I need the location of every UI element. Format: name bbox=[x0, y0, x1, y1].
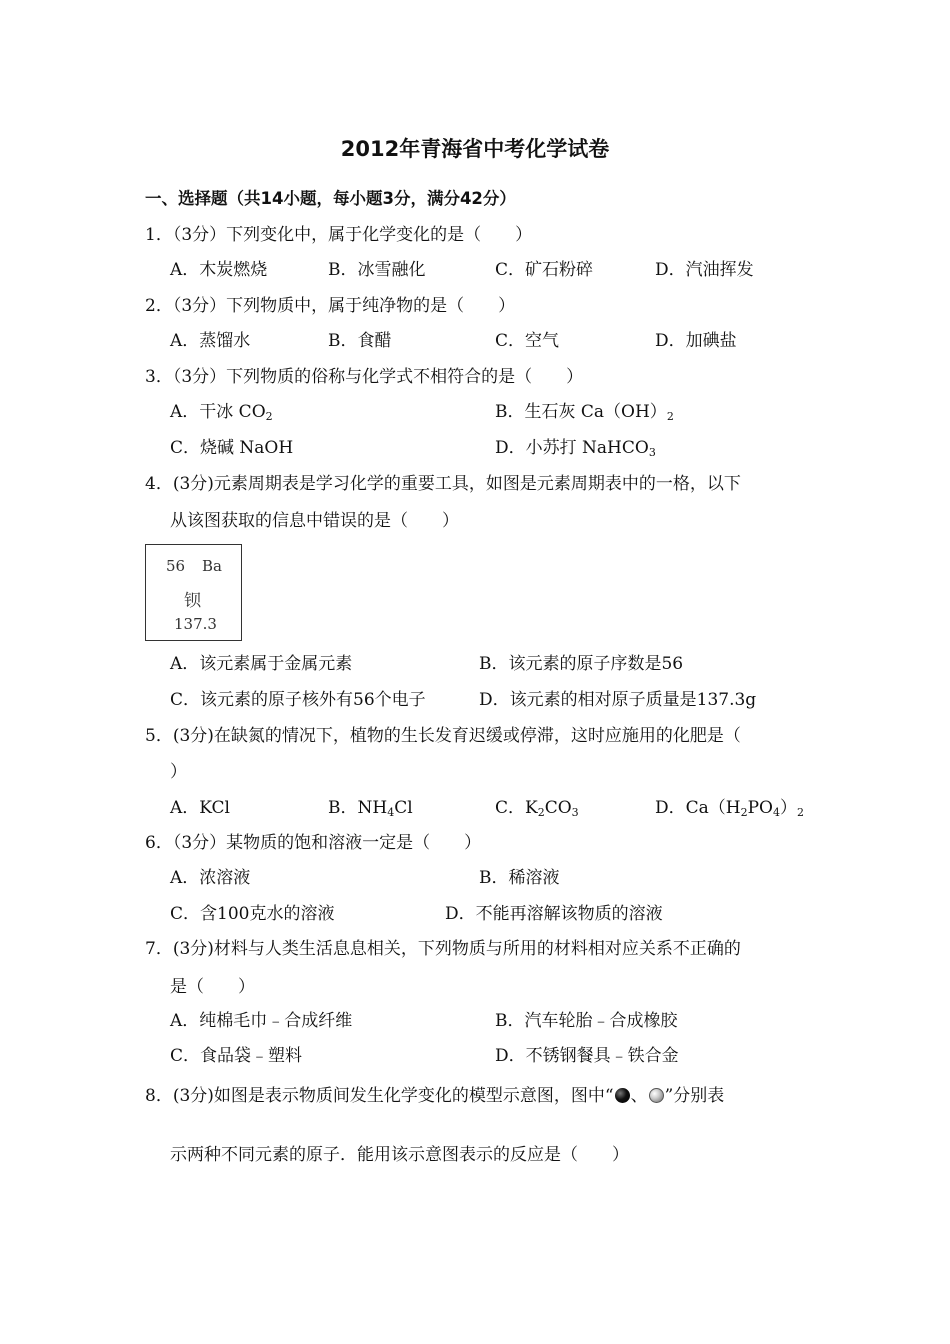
atomic-number: 56 bbox=[166, 557, 186, 575]
subscript: 2 bbox=[265, 410, 273, 423]
text: ） bbox=[780, 798, 797, 818]
text: C．K bbox=[495, 798, 538, 818]
periodic-table-cell bbox=[145, 544, 242, 641]
question-7-option-c: C．食品袋﹣塑料 bbox=[170, 1046, 303, 1066]
subscript: 3 bbox=[571, 806, 579, 819]
question-3-option-b bbox=[495, 401, 674, 423]
question-4-stem-line1: 4．(3分)元素周期表是学习化学的重要工具，如图是元素周期表中的一格，以下 bbox=[145, 474, 741, 494]
subscript: 4 bbox=[773, 806, 780, 819]
text: Cl bbox=[394, 798, 413, 818]
question-5-option-b bbox=[328, 797, 413, 819]
text: D．Ca（H bbox=[655, 798, 741, 818]
question-7-stem-line2: 是（ ） bbox=[170, 977, 255, 997]
question-2-stem: 2．（3分）下列物质中，属于纯净物的是（ ） bbox=[145, 296, 516, 316]
section-heading: 一、选择题（共14小题，每小题3分，满分42分） bbox=[145, 189, 516, 208]
question-3-stem: 3．（3分）下列物质的俗称与化学式不相符合的是（ ） bbox=[145, 367, 584, 387]
text: ”分别表 bbox=[664, 1086, 725, 1106]
question-1-stem: 1．（3分）下列变化中，属于化学变化的是（ ） bbox=[145, 225, 533, 245]
text: 8．(3分)如图是表示物质间发生化学变化的模型示意图，图中“ bbox=[145, 1086, 614, 1106]
question-3-option-b-text: B．生石灰 Ca（OH） bbox=[495, 402, 667, 422]
question-5-option-a: A．KCl bbox=[170, 798, 230, 818]
question-8-stem-line2: 示两种不同元素的原子．能用该示意图表示的反应是（ ） bbox=[170, 1145, 629, 1165]
question-5-stem-line2: ） bbox=[170, 762, 187, 782]
atomic-mass: 137.3 bbox=[174, 615, 217, 633]
question-3-option-d-text: D．小苏打 NaHCO bbox=[495, 438, 649, 458]
question-4-option-a: A．该元素属于金属元素 bbox=[170, 654, 353, 674]
subscript: 2 bbox=[537, 806, 545, 819]
question-6-option-b: B．稀溶液 bbox=[479, 868, 560, 888]
question-5-option-c bbox=[495, 797, 579, 819]
question-5-option-d bbox=[655, 797, 804, 819]
question-2-option-c: C．空气 bbox=[495, 331, 560, 351]
question-2-option-a: A．蒸馏水 bbox=[170, 331, 251, 351]
question-3-option-a-text: A．干冰 CO bbox=[170, 402, 266, 422]
question-2-option-d: D．加碘盐 bbox=[655, 331, 737, 351]
question-7-option-a: A．纯棉毛巾﹣合成纤维 bbox=[170, 1011, 353, 1031]
subscript: 4 bbox=[387, 806, 395, 819]
question-7-stem-line1: 7．(3分)材料与人类生活息息相关，下列物质与所用的材料相对应关系不正确的 bbox=[145, 939, 741, 959]
text: CO bbox=[544, 798, 572, 818]
question-5-stem-line1: 5．(3分)在缺氮的情况下，植物的生长发育迟缓或停滞，这时应施用的化肥是（ bbox=[145, 726, 741, 746]
question-4-stem-line2: 从该图获取的信息中错误的是（ ） bbox=[170, 511, 459, 531]
element-name: 钡 bbox=[184, 591, 201, 611]
question-6-stem: 6．（3分）某物质的饱和溶液一定是（ ） bbox=[145, 833, 482, 853]
question-3-option-a bbox=[170, 401, 273, 423]
question-6-option-c: C．含100克水的溶液 bbox=[170, 904, 335, 924]
subscript: 2 bbox=[797, 806, 804, 819]
question-8-stem-line1 bbox=[145, 1085, 724, 1107]
subscript: 3 bbox=[648, 446, 656, 459]
question-3-option-c: C．烧碱 NaOH bbox=[170, 438, 294, 458]
question-7-option-b: B．汽车轮胎﹣合成橡胶 bbox=[495, 1011, 678, 1031]
element-symbol: Ba bbox=[202, 557, 222, 575]
question-1-option-d: D．汽油挥发 bbox=[655, 260, 754, 280]
question-4-option-d: D．该元素的相对原子质量是137.3g bbox=[479, 690, 757, 710]
question-1-option-c: C．矿石粉碎 bbox=[495, 260, 594, 280]
text: 、 bbox=[630, 1086, 648, 1106]
question-6-option-a: A．浓溶液 bbox=[170, 868, 251, 888]
subscript: 2 bbox=[666, 410, 674, 423]
question-3-option-d bbox=[495, 437, 656, 459]
question-2-option-b: B．食醋 bbox=[328, 331, 392, 351]
light-atom-icon bbox=[649, 1088, 664, 1103]
question-1-option-a: A．木炭燃烧 bbox=[170, 260, 268, 280]
page-title: 2012年青海省中考化学试卷 bbox=[340, 137, 610, 161]
question-4-option-b: B．该元素的原子序数是56 bbox=[479, 654, 684, 674]
question-6-option-d: D．不能再溶解该物质的溶液 bbox=[445, 904, 663, 924]
dark-atom-icon bbox=[615, 1088, 630, 1103]
subscript: 2 bbox=[740, 806, 748, 819]
text: PO bbox=[747, 798, 773, 818]
text: B．NH bbox=[328, 798, 388, 818]
question-1-option-b: B．冰雪融化 bbox=[328, 260, 426, 280]
question-7-option-d: D．不锈钢餐具﹣铁合金 bbox=[495, 1046, 679, 1066]
question-4-option-c: C．该元素的原子核外有56个电子 bbox=[170, 690, 426, 710]
